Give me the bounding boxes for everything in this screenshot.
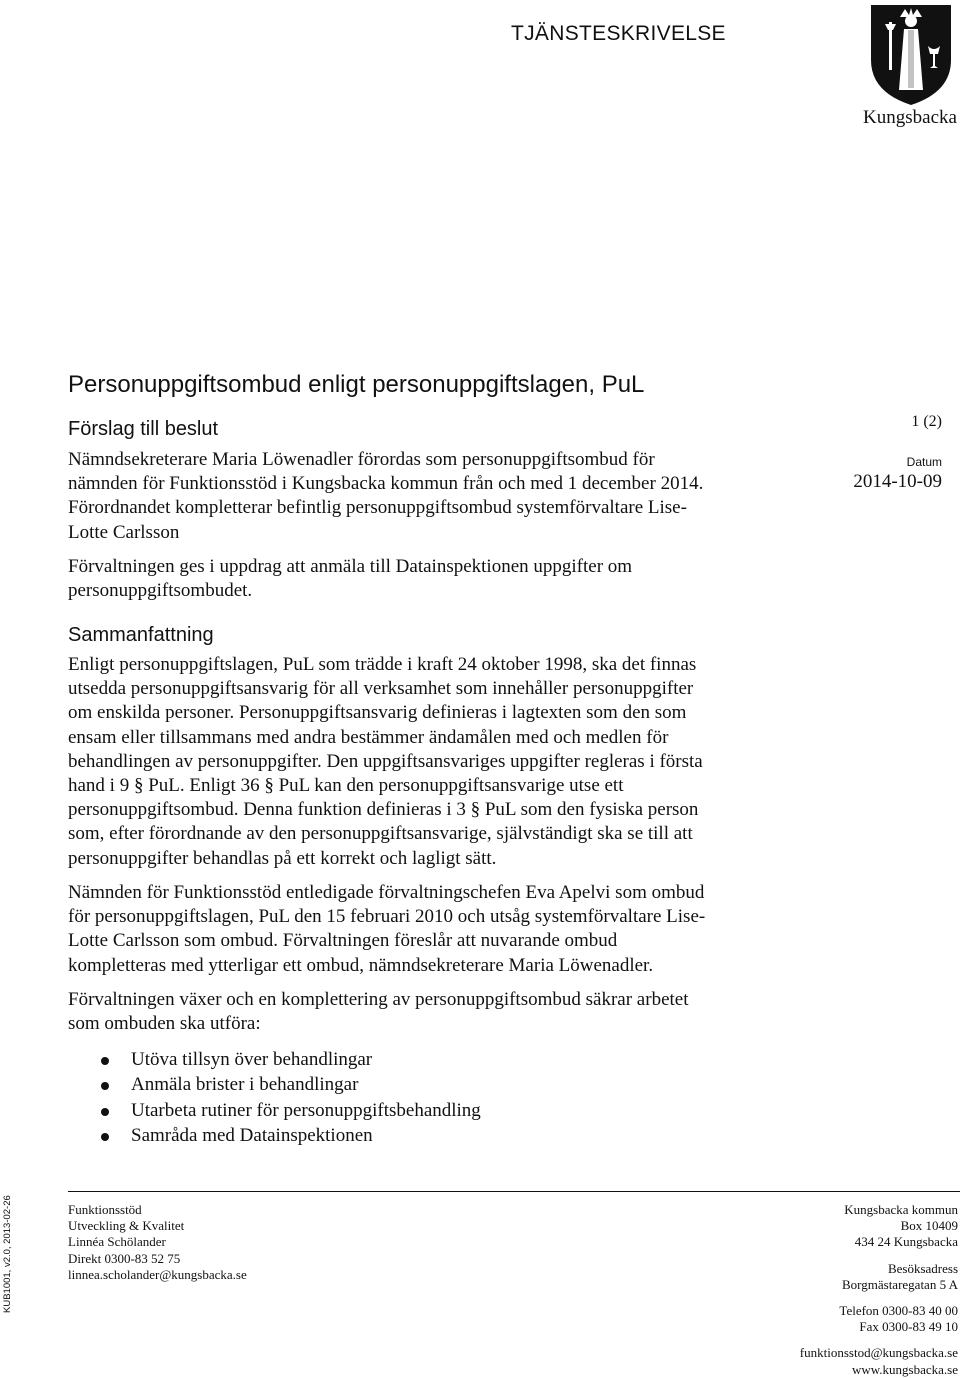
page-number: 1 (2) bbox=[911, 413, 942, 430]
footer-line: funktionsstod@kungsbacka.se bbox=[799, 1345, 958, 1361]
form-code: KUB1001, v2.0, 2013-02-26 bbox=[2, 1195, 13, 1313]
date-label: Datum bbox=[906, 455, 942, 469]
text-line: hand i 9 § PuL. Enligt 36 § PuL kan den personuppgiftsansvarige utse ett bbox=[68, 775, 624, 797]
footer-line: Utveckling & Kvalitet bbox=[68, 1218, 185, 1234]
list-item-text: Anmäla brister i behandlingar bbox=[131, 1074, 359, 1096]
proposal-paragraph-2 bbox=[68, 555, 788, 603]
footer-line: Kungsbacka kommun bbox=[844, 1202, 958, 1217]
text-line: personuppgiftsombud. Denna funktion definieras i 3 § PuL som den fysiska person bbox=[68, 799, 699, 821]
bullet-list bbox=[68, 1047, 481, 1148]
footer-line: Fax 0300-83 49 10 bbox=[859, 1319, 958, 1335]
text-line: ensam eller tillsammans med andra bestämmer ändamålen med och medlen för bbox=[68, 726, 669, 748]
list-item bbox=[68, 1098, 481, 1123]
footer-line: www.kungsbacka.se bbox=[851, 1361, 958, 1377]
text-line: Lotte Carlsson som ombud. Förvaltningen föreslår att nuvarande ombud bbox=[68, 930, 618, 952]
footer-line: Funktionsstöd bbox=[68, 1202, 142, 1217]
footer-line: Box 10409 bbox=[900, 1218, 958, 1234]
text-line: om enskilda personer. Personuppgiftsansvarig definieras i lagtexten som den som bbox=[68, 702, 687, 724]
footer-line: Besöksadress bbox=[887, 1260, 958, 1276]
text-line: Förvaltningen växer och en komplettering av personuppgiftsombud säkrar arbetet bbox=[68, 989, 689, 1010]
text-line: nämnden för Funktionsstöd i Kungsbacka kommun från och med 1 december 2014. bbox=[68, 473, 704, 495]
footer-line: Direkt 0300-83 52 75 bbox=[68, 1250, 181, 1266]
text-line: kompletteras med ytterligar ett ombud, nämndsekreterare Maria Löwenadler. bbox=[68, 954, 654, 976]
text-line: som, efter förordnande av den personuppgiftsansvarige, självständigt ska se till att bbox=[68, 823, 693, 845]
logo-wordmark: Kungsbacka bbox=[863, 107, 957, 128]
text-line: Förordnandet kompletterar befintlig personuppgiftsombud systemförvaltare Lise- bbox=[68, 497, 687, 519]
summary-heading: Sammanfattning bbox=[68, 624, 214, 646]
text-line: behandlingen av personuppgifter. Den uppgiftsansvariges uppgifter regleras i första bbox=[68, 750, 703, 772]
bullet-icon bbox=[101, 1057, 109, 1065]
footer-divider bbox=[68, 1191, 960, 1192]
bullet-icon bbox=[101, 1108, 109, 1116]
bullet-icon bbox=[101, 1082, 109, 1090]
summary-paragraph-1 bbox=[68, 653, 788, 871]
footer-contact-left bbox=[68, 1202, 247, 1283]
text-line: som ombuden ska utföra: bbox=[68, 1013, 261, 1035]
list-item bbox=[68, 1072, 481, 1097]
text-line: för personuppgiftslagen, PuL den 15 februari 2010 och utsåg systemförvaltare Lise- bbox=[68, 906, 706, 928]
list-item-text: Utöva tillsyn över behandlingar bbox=[131, 1049, 373, 1070]
bullet-icon bbox=[101, 1133, 109, 1141]
list-item-text: Utarbeta rutiner för personuppgiftsbehandling bbox=[131, 1099, 481, 1121]
document-title: Personuppgiftsombud enligt personuppgiftslagen, PuL bbox=[68, 371, 645, 398]
list-item bbox=[68, 1047, 481, 1072]
text-line: personuppgiftsombudet. bbox=[68, 580, 253, 602]
document-type: TJÄNSTESKRIVELSE bbox=[511, 22, 726, 45]
footer-line: Linnéa Schölander bbox=[68, 1234, 166, 1250]
date-value: 2014-10-09 bbox=[853, 471, 942, 492]
summary-paragraph-3 bbox=[68, 988, 788, 1036]
proposal-heading: Förslag till beslut bbox=[68, 418, 219, 440]
text-line: Förvaltningen ges i uppdrag att anmäla till Datainspektionen uppgifter om bbox=[68, 556, 633, 577]
text-line: utsedda personuppgiftsansvarig för all verksamhet som innehåller personuppgifter bbox=[68, 678, 694, 700]
footer-contact-right bbox=[800, 1202, 958, 1378]
footer-line: 434 24 Kungsbacka bbox=[854, 1234, 958, 1250]
text-line: Lotte Carlsson bbox=[68, 521, 180, 543]
text-line: Nämnden för Funktionsstöd entledigade förvaltningschefen Eva Apelvi som ombud bbox=[68, 882, 705, 903]
list-item-text: Samråda med Datainspektionen bbox=[131, 1124, 373, 1146]
list-item bbox=[68, 1123, 481, 1148]
proposal-paragraph-1 bbox=[68, 448, 788, 545]
footer-line: Telefon 0300-83 40 00 bbox=[839, 1303, 958, 1319]
text-line: Nämndsekreterare Maria Löwenadler förordas som personuppgiftsombud för bbox=[68, 449, 655, 470]
text-line: personuppgifter behandlas på ett korrekt och lagligt sätt. bbox=[68, 847, 497, 869]
footer-line: Borgmästaregatan 5 A bbox=[841, 1276, 958, 1292]
footer-line: linnea.scholander@kungsbacka.se bbox=[68, 1266, 247, 1282]
summary-paragraph-2 bbox=[68, 881, 788, 978]
text-line: Enligt personuppgiftslagen, PuL som trädde i kraft 24 oktober 1998, ska det finnas bbox=[68, 654, 697, 675]
